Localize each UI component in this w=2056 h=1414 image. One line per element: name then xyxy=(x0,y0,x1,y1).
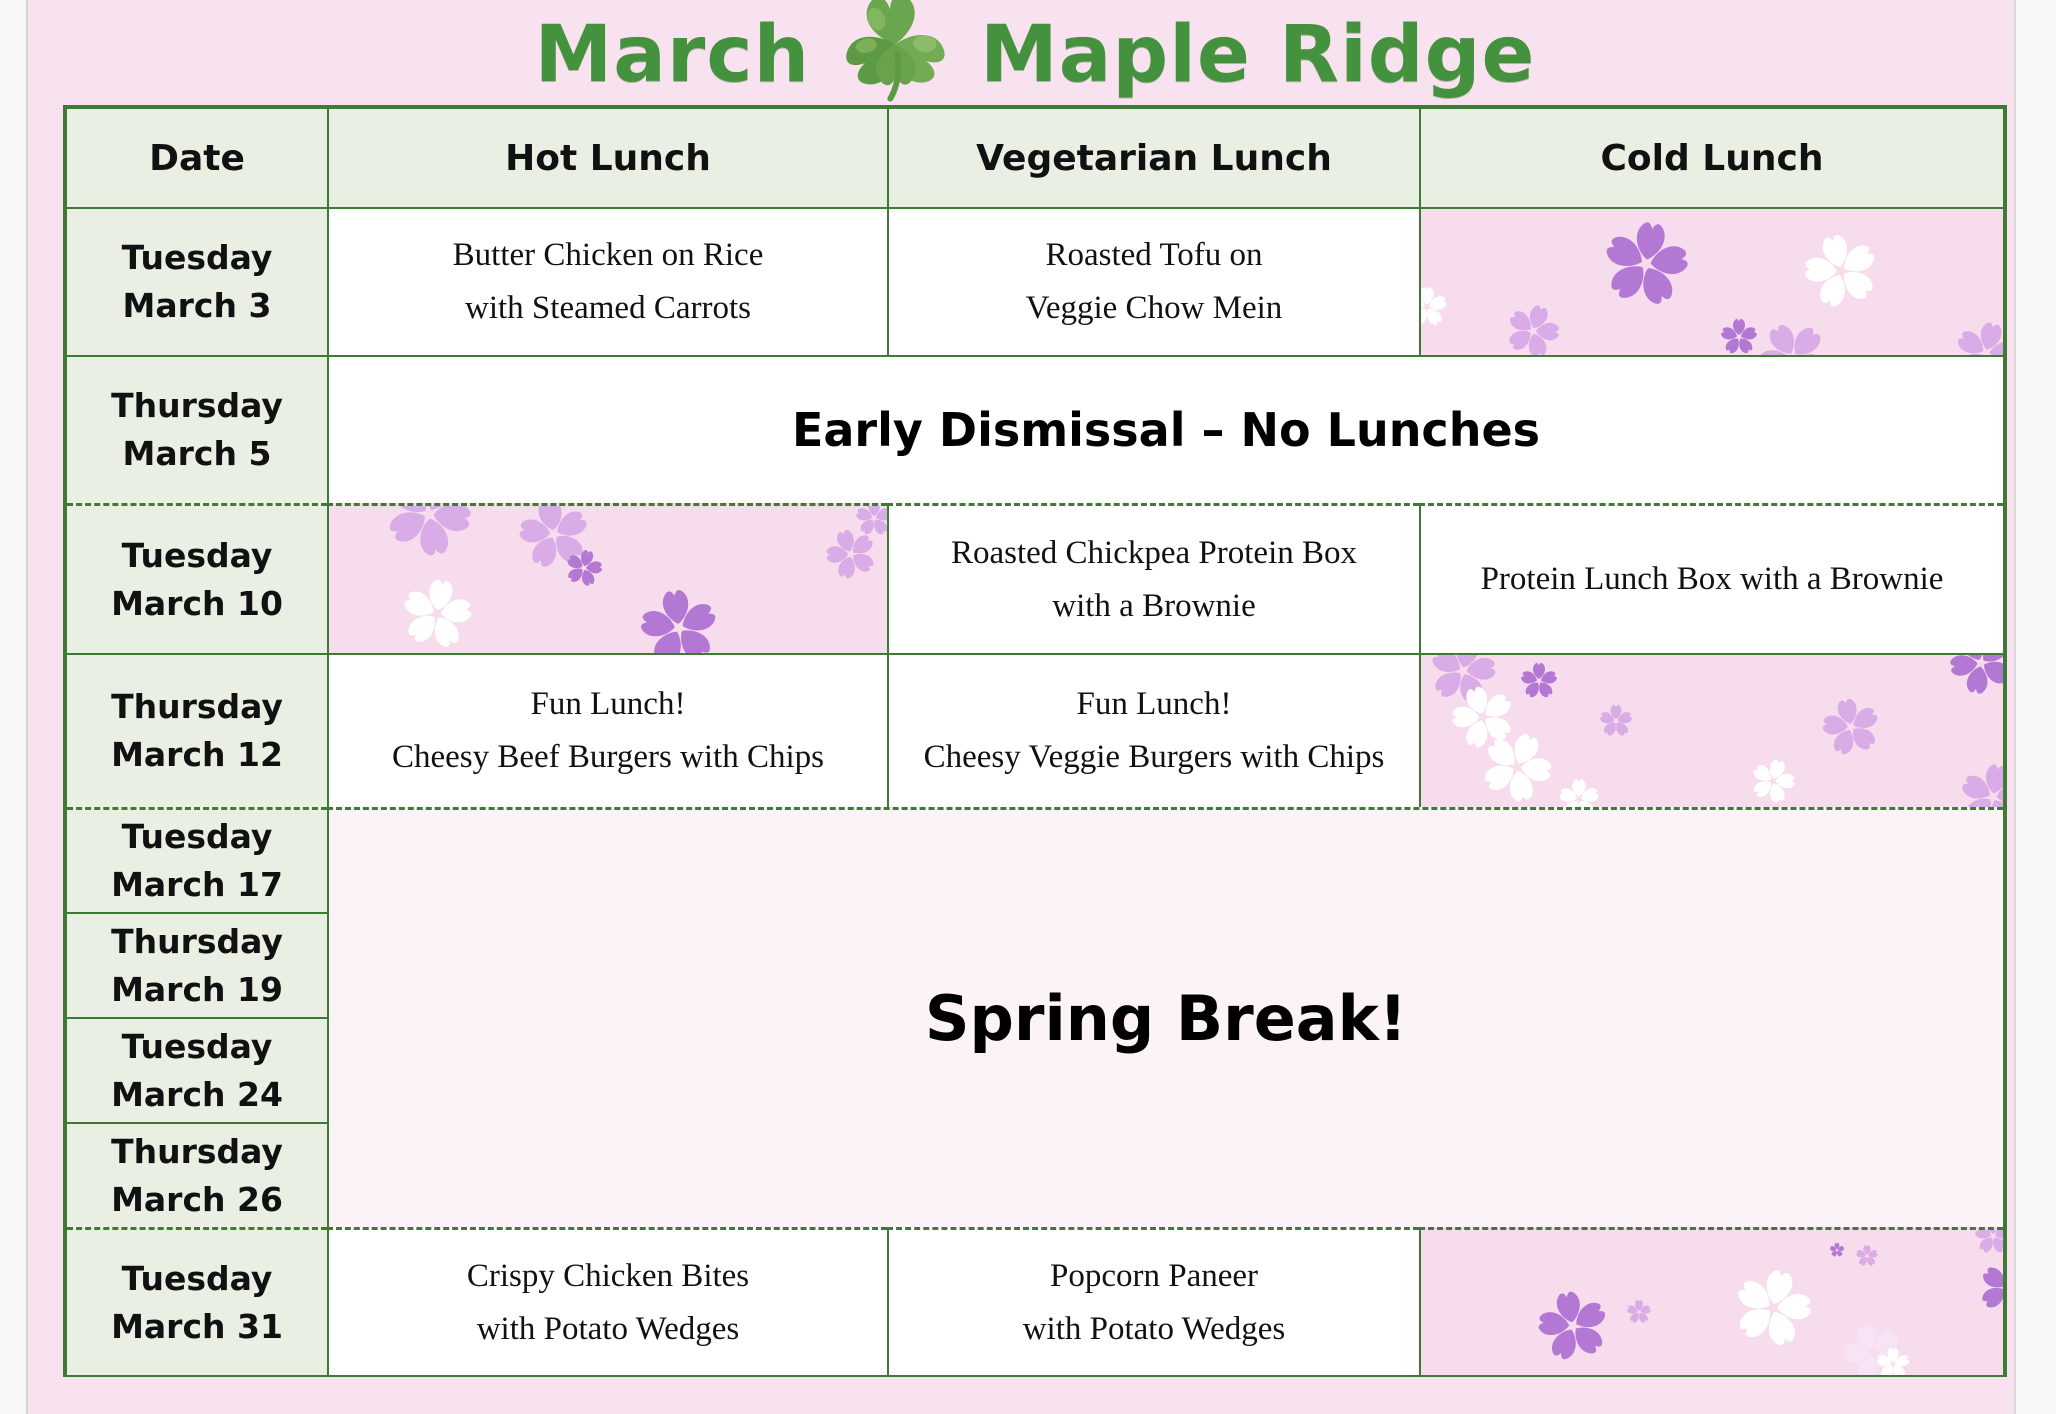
date-cell-march-19: Thursday March 19 xyxy=(67,912,327,1017)
cold-lunch-march-31-decoration xyxy=(1419,1227,2003,1375)
date-cell-march-17: Tuesday March 17 xyxy=(67,807,327,912)
date-cell-march-12: Thursday March 12 xyxy=(67,653,327,807)
sakura-flower-icon xyxy=(396,574,479,653)
vegetarian-lunch-march-31: Popcorn Paneer with Potato Wedges xyxy=(887,1227,1419,1375)
date-cell-march-31: Tuesday March 31 xyxy=(67,1227,327,1375)
sakura-flower-icon xyxy=(1421,287,1448,327)
vegetarian-lunch-march-3: Roasted Tofu on Veggie Chow Mein xyxy=(887,207,1419,355)
scrollbar-track[interactable] xyxy=(2014,0,2056,1414)
sakura-flower-icon xyxy=(1745,309,1841,355)
sakura-flower-icon xyxy=(1939,655,2003,704)
sakura-flower-decoration xyxy=(1421,209,2003,355)
sakura-flower-icon xyxy=(1974,1230,2003,1254)
shamrock-icon xyxy=(836,0,954,104)
cold-lunch-march-3-decoration xyxy=(1419,207,2003,355)
sakura-flower-icon xyxy=(1816,693,1885,760)
sakura-flower-decoration xyxy=(1421,655,2003,807)
sakura-flower-icon xyxy=(372,506,486,570)
sakura-flower-icon xyxy=(1627,1300,1652,1324)
hot-lunch-march-12: Fun Lunch! Cheesy Beef Burgers with Chips xyxy=(327,653,887,807)
title-month: March xyxy=(534,10,811,100)
sakura-flower-icon xyxy=(1745,753,1802,807)
sakura-flower-icon xyxy=(1558,779,1600,807)
page-title xyxy=(63,0,2007,106)
title-school: Maple Ridge xyxy=(980,10,1536,100)
header-vegetarian-lunch: Vegetarian Lunch xyxy=(887,109,1419,207)
early-dismissal-notice: Early Dismissal – No Lunches xyxy=(327,355,2003,503)
sakura-flower-icon xyxy=(1856,1245,1879,1267)
date-cell-march-26: Thursday March 26 xyxy=(67,1122,327,1227)
header-hot-lunch: Hot Lunch xyxy=(327,109,887,207)
date-cell-march-24: Tuesday March 24 xyxy=(67,1017,327,1122)
header-cold-lunch: Cold Lunch xyxy=(1419,109,2003,207)
sakura-flower-icon xyxy=(1954,759,2003,807)
header-date: Date xyxy=(67,109,327,207)
sakura-flower-icon xyxy=(1498,297,1567,355)
sakura-flower-icon xyxy=(1947,315,2003,355)
sakura-flower-icon xyxy=(855,506,887,536)
cold-lunch-march-12-decoration xyxy=(1419,653,2003,807)
vegetarian-lunch-march-12: Fun Lunch! Cheesy Veggie Burgers with Chips xyxy=(887,653,1419,807)
date-cell-march-3: Tuesday March 3 xyxy=(67,207,327,355)
page-left-margin xyxy=(0,0,28,1414)
sakura-flower-icon xyxy=(1725,1261,1821,1355)
sakura-flower-icon xyxy=(634,585,723,653)
cold-lunch-march-10: Protein Lunch Box with a Brownie xyxy=(1419,503,2003,653)
sakura-flower-decoration xyxy=(329,506,887,653)
sakura-flower-icon xyxy=(1596,216,1696,313)
sakura-flower-icon xyxy=(1599,705,1633,737)
date-cell-march-5: Thursday March 5 xyxy=(67,355,327,503)
vegetarian-lunch-march-10: Roasted Chickpea Protein Box with a Brownie xyxy=(887,503,1419,653)
date-cell-march-10: Tuesday March 10 xyxy=(67,503,327,653)
spring-break-notice: Spring Break! xyxy=(327,807,2003,1227)
sakura-flower-icon xyxy=(1829,1243,1844,1257)
sakura-flower-icon xyxy=(1795,227,1887,316)
hot-lunch-march-10-decoration xyxy=(327,503,887,653)
lunch-menu-table xyxy=(63,105,2007,1377)
sakura-flower-icon xyxy=(1531,1285,1616,1367)
hot-lunch-march-3: Butter Chicken on Rice with Steamed Carrots xyxy=(327,207,887,355)
sakura-flower-icon xyxy=(1971,1253,2003,1323)
hot-lunch-march-31: Crispy Chicken Bites with Potato Wedges xyxy=(327,1227,887,1375)
sakura-flower-decoration xyxy=(1421,1230,2003,1375)
sakura-flower-icon xyxy=(1720,319,1758,355)
sakura-flower-icon xyxy=(1520,663,1558,699)
sakura-flower-icon xyxy=(818,522,883,586)
